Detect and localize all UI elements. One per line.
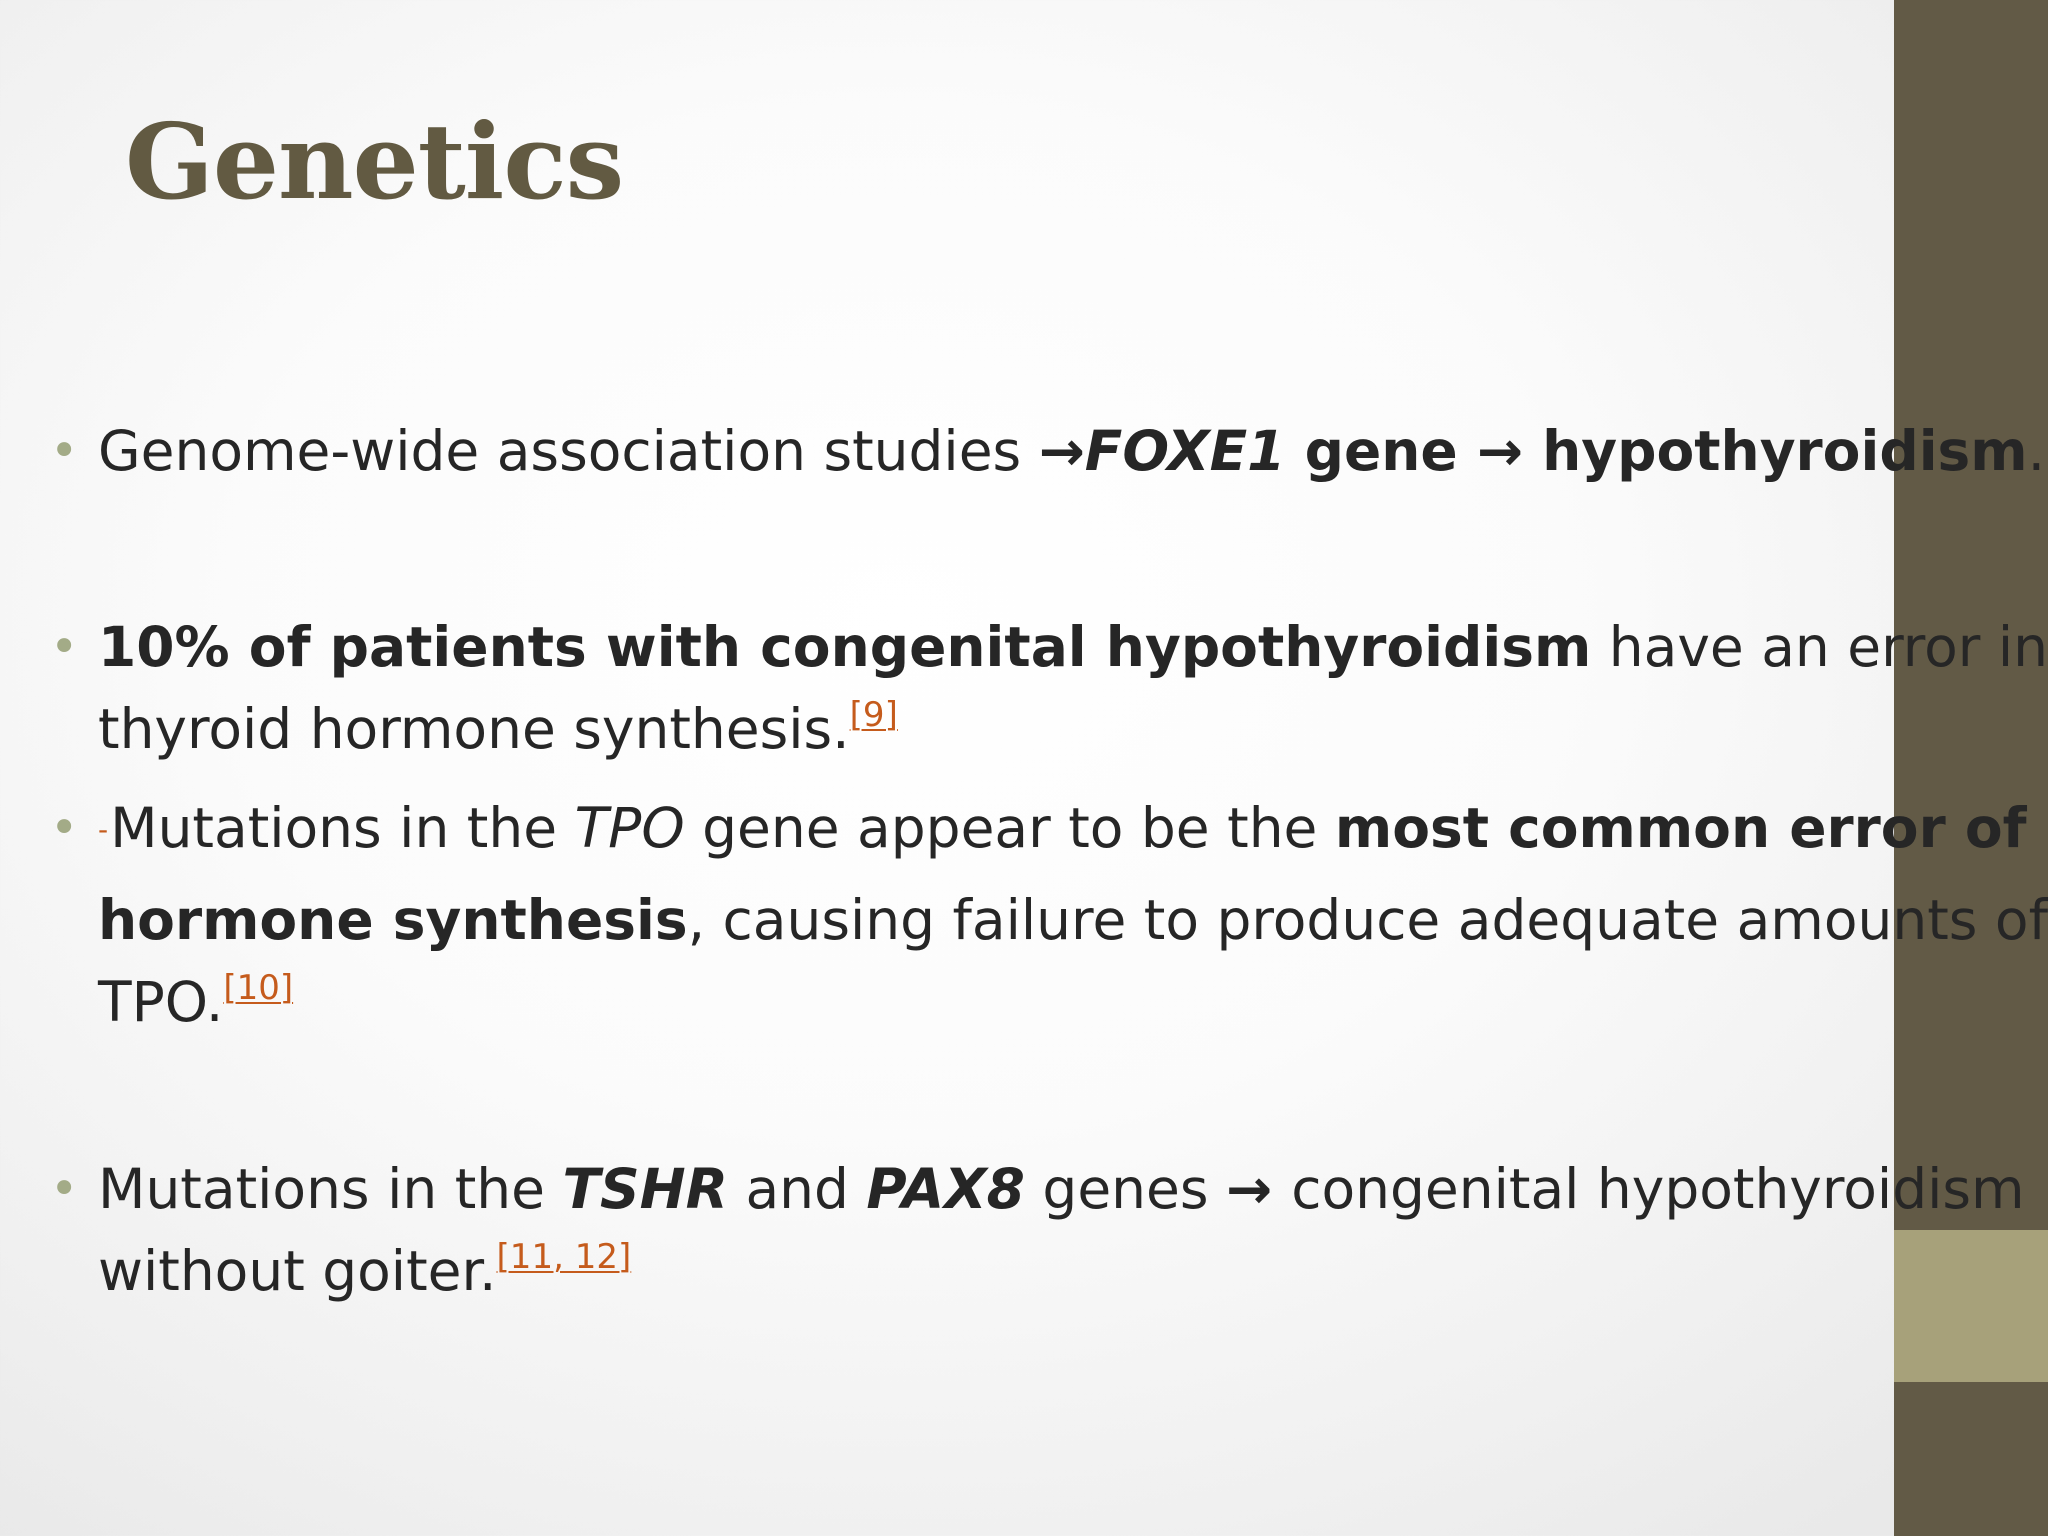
bullet-line	[98, 606, 2048, 688]
bullet-text	[98, 606, 2048, 778]
text-run: hormone synthesis	[98, 888, 688, 952]
text-run: gene appear to be the	[684, 796, 1335, 860]
text-run: →	[1226, 1157, 1292, 1221]
text-run: 10% of patients with congenital hypothyroidism	[98, 615, 1592, 679]
text-run: congenital hypothyroidism	[1291, 1157, 2025, 1221]
bullet-marker: •	[50, 1161, 79, 1217]
reference-link[interactable]: [10]	[223, 968, 294, 1008]
text-run: →	[1038, 419, 1085, 483]
bullet-1	[50, 410, 2048, 492]
text-run: TSHR	[562, 1157, 728, 1221]
slide-title: Genetics	[125, 100, 624, 223]
bullet-line	[98, 410, 2048, 492]
bullet-text	[98, 787, 2048, 1051]
text-run: gene	[1285, 419, 1477, 483]
text-run: Genome-wide association studies	[98, 419, 1039, 483]
text-run: , causing failure to produce adequate amounts of	[687, 888, 2048, 952]
text-run: PAX8	[866, 1157, 1025, 1221]
text-run: FOXE1	[1084, 419, 1286, 483]
text-run: Mutations in the	[110, 796, 575, 860]
text-run: genes	[1024, 1157, 1227, 1221]
text-run: without goiter.	[98, 1239, 497, 1303]
bullet-line	[98, 1230, 2048, 1320]
bullet-line	[98, 688, 2048, 778]
dash-marker: -	[98, 813, 109, 846]
text-run: .	[2027, 419, 2046, 483]
text-run: →	[1476, 419, 1543, 483]
bullet-4	[50, 1148, 2048, 1320]
bullet-marker: •	[50, 423, 79, 479]
bullet-line	[98, 961, 2048, 1051]
text-run: thyroid hormone synthesis.	[98, 697, 850, 761]
text-run: have an error in	[1591, 615, 2048, 679]
bullet-marker: •	[50, 619, 79, 675]
text-run: TPO	[574, 796, 685, 860]
reference-link[interactable]: [9]	[849, 695, 898, 735]
bullet-marker: •	[50, 800, 79, 856]
bullet-line	[98, 787, 2048, 879]
text-run: Mutations in the	[98, 1157, 563, 1221]
text-run: most common error of	[1334, 796, 2027, 860]
text-run: hypothyroidism	[1542, 419, 2028, 483]
reference-link[interactable]: [11, 12]	[496, 1237, 632, 1277]
text-run: TPO.	[98, 970, 224, 1034]
text-run: and	[727, 1157, 867, 1221]
bullet-text	[98, 410, 2048, 492]
bullet-line	[98, 1148, 2048, 1230]
bullet-text	[98, 1148, 2048, 1320]
bullet-line	[98, 879, 2048, 961]
bullet-2	[50, 606, 2048, 778]
bullet-3	[50, 787, 2048, 1051]
